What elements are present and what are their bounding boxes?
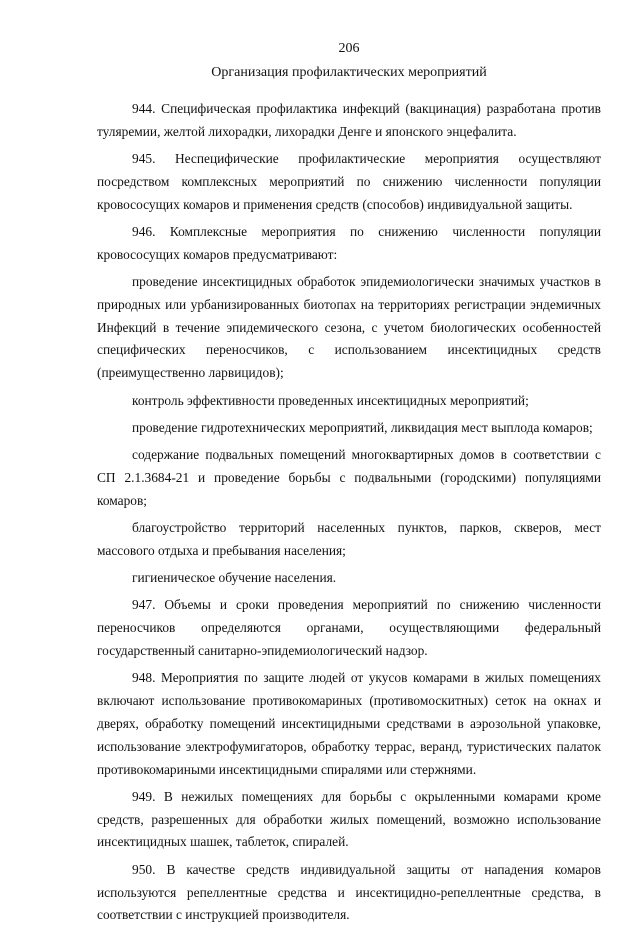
- paragraph-950: 950. В качестве средств индивидуальной защиты от нападения комаров используются репеллентные средства и инсектицидно-репеллентные средства, в соответствии с инструкцией производителя.: [97, 861, 601, 923]
- page-number: 206: [338, 41, 360, 56]
- paragraph-949: 949. В нежилых помещениях для борьбы с окрыленными комарами кроме средств, разрешенных для обработки жилых помещений, возможно использование инсектицидных шашек, таблеток, спиралей.: [97, 788, 601, 850]
- paragraph-944: 944. Специфическая профилактика инфекций (вакцинация) разработана против туляремии, желтой лихорадки, лихорадки Денге и японского энцефалита.: [97, 101, 601, 139]
- list-item-insecticide-treatment: проведение инсектицидных обработок эпидемиологически значимых участков в природных или урбанизированных биотопах на территориях регистрации эндемичных Инфекций в течение эпидемического сезона, с учетом биологических особенностей специфических переносчиков, с использованием инсектицидных средств (преимущественно ларвицидов);: [97, 274, 601, 381]
- list-item-hygiene-education: гигиеническое обучение населения.: [132, 570, 337, 586]
- paragraph-947: 947. Объемы и сроки проведения мероприятий по снижению численности переносчиков определяются органами, осуществляющими федеральный государственный санитарно-эпидемиологический надзор.: [97, 597, 601, 659]
- list-item-landscaping: благоустройство территорий населенных пунктов, парков, скверов, мест массового отдыха и пребывания населения;: [97, 520, 601, 558]
- section-title: Организация профилактических мероприятий: [211, 65, 487, 80]
- document-page: [97, 0, 601, 923]
- paragraph-945: 945. Неспецифические профилактические мероприятия осуществляют посредством комплексных мероприятий по снижению численности популяции кровососущих комаров и применения средств (способов) индивидуальной защиты.: [97, 151, 601, 212]
- document-body: [97, 98, 601, 932]
- paragraph-946: 946. Комплексные мероприятия по снижению численности популяции кровососущих комаров предусматривают:: [97, 223, 601, 262]
- list-item-hydrotechnical: проведение гидротехнических мероприятий, ликвидация мест выплода комаров;: [132, 419, 593, 435]
- list-item-efficiency-control: контроль эффективности проведенных инсектицидных мероприятий;: [132, 392, 529, 408]
- list-item-basement-maintenance: содержание подвальных помещений многоквартирных домов в соответствии с СП 2.1.3684-21 и проведение борьбы с подвальными (городскими) популяциями комаров;: [97, 447, 601, 508]
- paragraph-948: 948. Мероприятия по защите людей от укусов комарами в жилых помещениях включают использование противокомариных (противомоскитных) сеток на окнах и дверях, обработку помещений инсектицидными средствами в аэрозольной упаковке, использование электрофумигаторов, обработку террас, веранд, туристических палаток противокомариными инсектицидными спиралями или стержнями.: [97, 670, 601, 777]
